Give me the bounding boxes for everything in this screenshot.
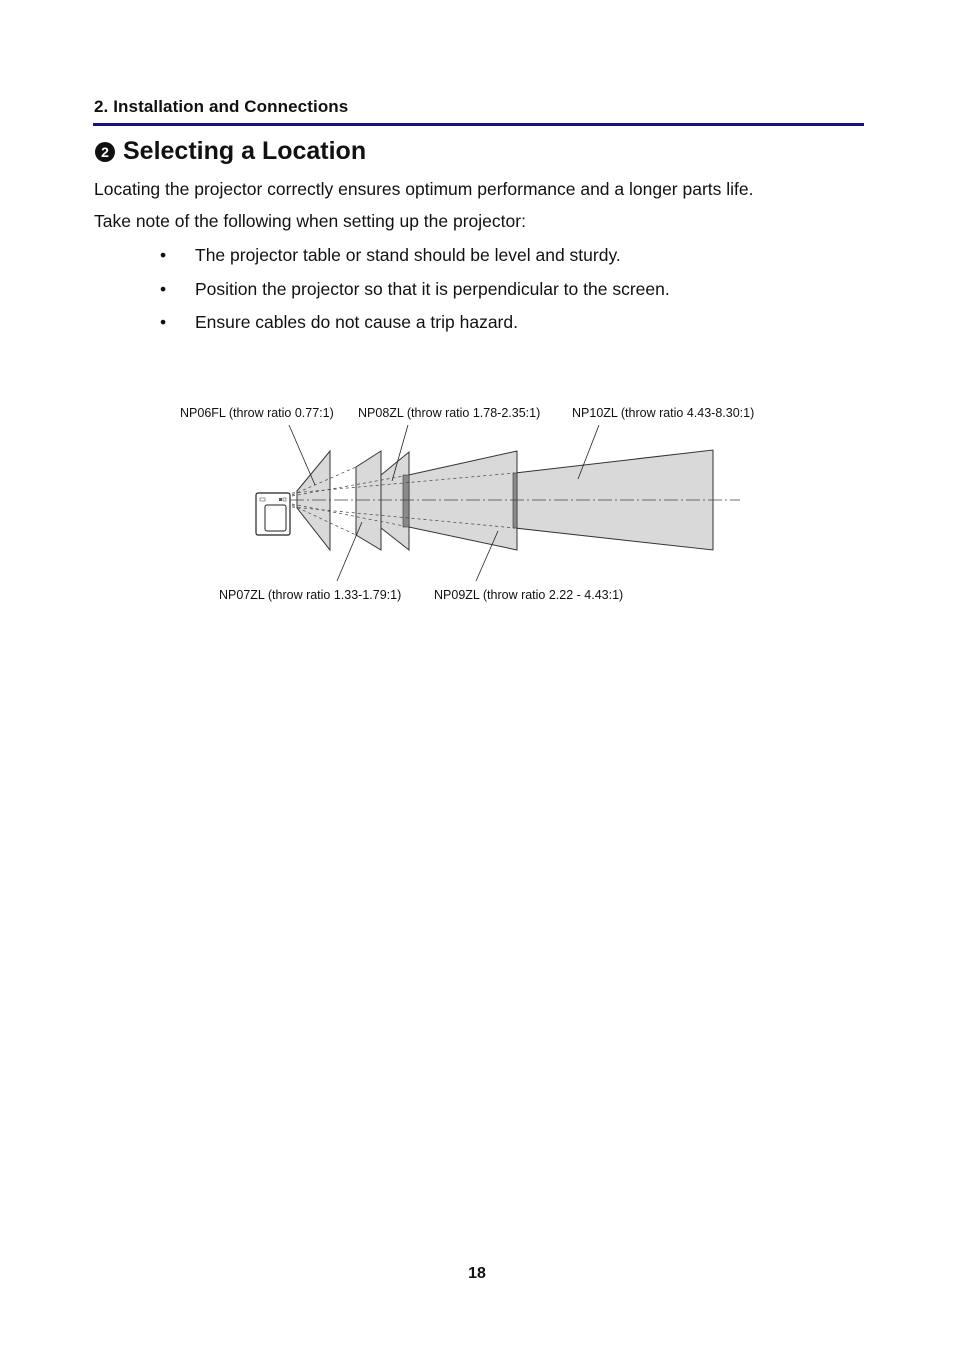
cone-np09zl [404, 451, 517, 550]
lens-throw-diagram [170, 395, 790, 610]
bullet-text: Ensure cables do not cause a trip hazard. [195, 312, 518, 332]
intro-paragraph-1: Locating the projector correctly ensures optimum performance and a longer parts life. [94, 179, 754, 199]
page-title [95, 137, 366, 166]
list-item [160, 245, 670, 279]
label-np06fl: NP06FL (throw ratio 0.77:1) [180, 406, 334, 420]
page-number: 18 [468, 1265, 486, 1282]
intro-paragraph-2: Take note of the following when setting up the projector: [94, 211, 526, 231]
lens-band-2 [513, 473, 517, 528]
bullet-text: Position the projector so that it is perpendicular to the screen. [195, 278, 670, 299]
bullet-list [160, 245, 670, 346]
header-rule [93, 123, 864, 126]
bullet-text: The projector table or stand should be level and sturdy. [195, 245, 621, 265]
section-header: 2. Installation and Connections [94, 97, 349, 116]
label-np09zl: NP09ZL (throw ratio 2.22 - 4.43:1) [434, 588, 624, 602]
label-np07zl: NP07ZL (throw ratio 1.33-1.79:1) [219, 588, 402, 602]
list-item [160, 312, 670, 346]
cone-np06fl [297, 451, 330, 550]
label-np08zl: NP08ZL (throw ratio 1.78-2.35:1) [358, 406, 541, 420]
projector-icon [256, 493, 290, 535]
cone-np07zl [356, 451, 381, 550]
bullet-icon: • [160, 245, 167, 265]
bullet-icon: • [160, 278, 167, 299]
bullet-icon: • [160, 312, 167, 332]
page-title-text: Selecting a Location [123, 137, 367, 165]
step-number-badge: 2 [95, 142, 115, 162]
list-item [160, 279, 670, 313]
label-np10zl: NP10ZL (throw ratio 4.43-8.30:1) [572, 406, 755, 420]
